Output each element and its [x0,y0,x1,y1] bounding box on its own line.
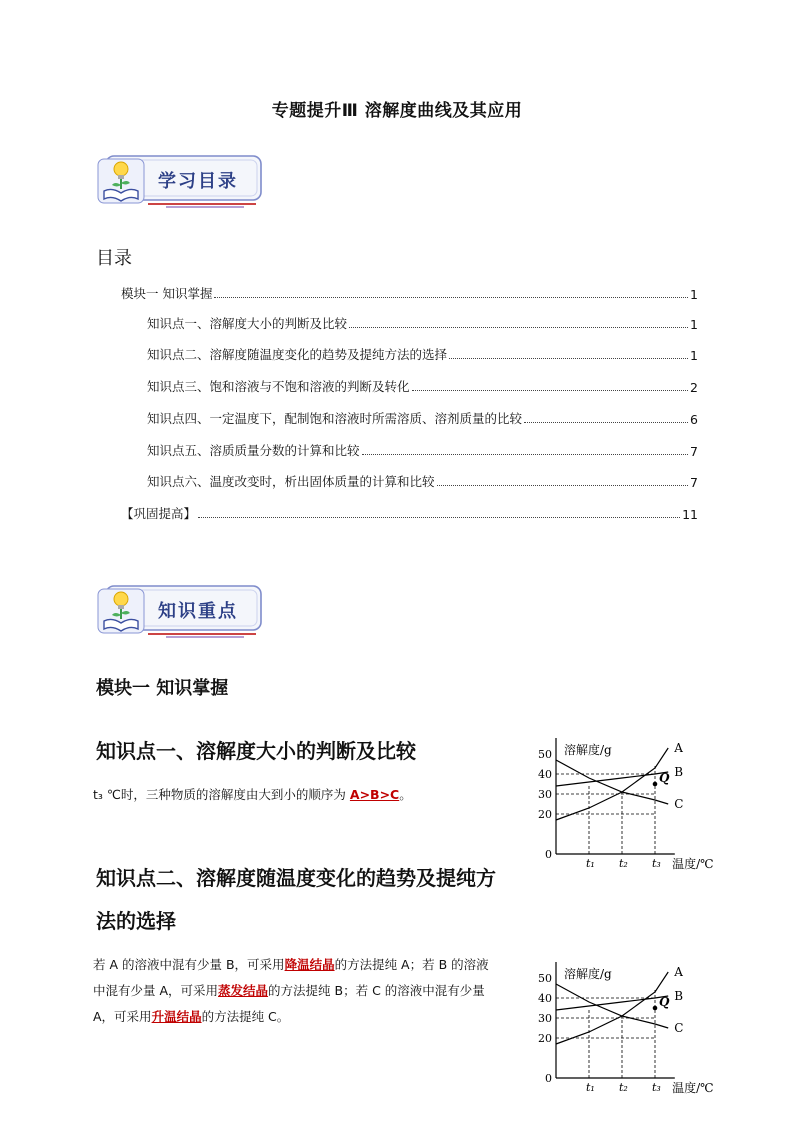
series-label-C: C [674,1021,684,1035]
toc-leader-dots [349,327,688,328]
banner-label: 知识重点 [158,601,238,622]
toc-item-label: 知识点六、温度改变时，析出固体质量的计算和比较 [147,474,435,489]
toc-leader-dots [449,358,688,359]
toc-item[interactable] [147,472,698,490]
toc-item-label: 知识点一、溶解度大小的判断及比较 [147,316,348,331]
series-label-B: B [674,989,684,1003]
kp2-line-post: 的方法提纯 B；若 C 的溶液中混有少量 [268,983,485,998]
x-tick-label: t₂ [619,857,628,870]
toc-item-page: 7 [690,444,698,459]
toc-item[interactable] [147,377,698,395]
module-heading: 模块一 知识掌握 [96,678,229,699]
x-tick-label: t₃ [652,1081,661,1094]
toc-item[interactable] [147,441,698,459]
toc-item-page: 7 [690,475,698,490]
toc-heading: 目录 [96,248,132,269]
toc-item-page: 1 [690,317,698,332]
kp1-answer: A>B>C [349,787,400,802]
x-tick-label: t₁ [586,1081,595,1094]
x-axis-label: 温度/℃ [672,1081,714,1095]
y-tick-label: 30 [538,1012,552,1025]
lightbulb-book-icon [98,159,144,203]
data-point-q [653,1006,658,1011]
series-label-A: A [674,741,683,755]
kp2-line [93,1004,533,1030]
toc-leader-dots [198,517,680,518]
x-axis-label: 温度/℃ [672,857,714,871]
banner-label: 学习目录 [158,171,238,192]
series-label-B: B [674,765,684,779]
lightbulb-book-icon [98,589,144,633]
y-tick-label: 20 [538,1032,552,1045]
y-axis-label: 溶解度/g [564,743,612,757]
solubility-chart-2 [530,952,720,1102]
section-banner-study-contents [96,153,266,209]
series-label-A: A [674,965,683,979]
document-title: 专题提升Ⅲ 溶解度曲线及其应用 [271,101,523,121]
toc-leader-dots [412,390,689,391]
kp2-line [93,952,533,978]
toc-leader-dots [362,454,689,455]
toc-item-page: 11 [682,507,698,522]
toc-item-page: 1 [690,348,698,363]
kp1-text-pre: t₃ ℃时，三种物质的溶解度由大到小的顺序为 [93,787,350,802]
x-tick-label: t₁ [586,857,595,870]
kp1-text-post: 。 [399,787,412,802]
kp2-text [93,952,533,1030]
kp1-text [93,782,412,808]
toc-item-label: 知识点五、溶质质量分数的计算和比较 [147,443,360,458]
kp2-answer: 升温结晶 [151,1009,202,1024]
y-axis-label: 溶解度/g [564,967,612,981]
y-tick-label: 0 [545,1072,552,1085]
toc-item-page: 6 [690,412,698,427]
y-tick-label: 40 [538,768,552,781]
kp2-line-pre: A，可采用 [93,1009,152,1024]
y-tick-label: 0 [545,848,552,861]
kp2-line-post: 的方法提纯 C。 [201,1009,290,1024]
toc-item[interactable] [121,284,698,302]
toc-item[interactable] [147,314,698,332]
toc-item-label: 模块一 知识掌握 [121,286,213,301]
toc-item[interactable] [147,409,698,427]
toc-item-label: 【巩固提高】 [121,506,197,521]
kp2-heading-line1: 知识点二、溶解度随温度变化的趋势及提纯方 [96,866,496,890]
toc-item[interactable] [147,345,698,363]
toc-item-page: 2 [690,380,698,395]
point-label-q: Q [659,995,670,1009]
point-label-q: Q [659,771,670,785]
kp2-line-pre: 中混有少量 A，可采用 [93,983,219,998]
kp2-line [93,978,533,1004]
toc-item-page: 1 [690,287,698,302]
toc-leader-dots [437,485,689,486]
kp2-line-post: 的方法提纯 A；若 B 的溶液 [334,957,489,972]
section-banner-key-knowledge [96,583,266,639]
x-tick-label: t₂ [619,1081,628,1094]
y-tick-label: 30 [538,788,552,801]
y-tick-label: 50 [538,972,552,985]
y-tick-label: 50 [538,748,552,761]
kp2-line-pre: 若 A 的溶液中混有少量 B，可采用 [93,957,285,972]
solubility-chart-1 [530,728,720,878]
series-label-C: C [674,797,684,811]
kp2-answer: 降温结晶 [284,957,335,972]
kp2-heading-line2: 法的选择 [96,909,176,933]
toc-item-label: 知识点四、一定温度下，配制饱和溶液时所需溶质、溶剂质量的比较 [147,411,523,426]
data-point-q [653,782,658,787]
toc-leader-dots [524,422,688,423]
x-tick-label: t₃ [652,857,661,870]
toc-item[interactable] [121,504,698,522]
toc-leader-dots [214,297,688,298]
toc-item-label: 知识点三、饱和溶液与不饱和溶液的判断及转化 [147,379,410,394]
y-tick-label: 20 [538,808,552,821]
kp2-answer: 蒸发结晶 [218,983,269,998]
toc-item-label: 知识点二、溶解度随温度变化的趋势及提纯方法的选择 [147,347,448,362]
y-tick-label: 40 [538,992,552,1005]
kp1-heading: 知识点一、溶解度大小的判断及比较 [96,739,416,763]
